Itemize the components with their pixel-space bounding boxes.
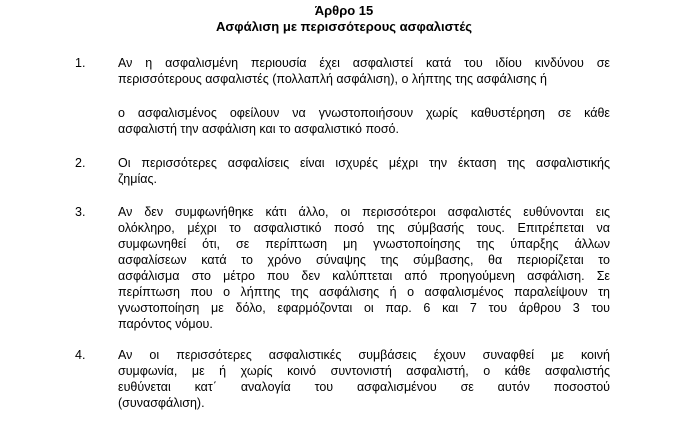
paragraph-text-line: παρόντος νόμου. [118, 317, 213, 331]
paragraph-number: 1. [75, 56, 86, 70]
paragraph-text-line: (συνασφάλιση). [118, 396, 205, 410]
paragraph-text-line: Αν η ασφαλισμένη περιουσία έχει ασφαλιστεί κατά του ιδίου κινδύνου σε [118, 56, 610, 70]
paragraph-text-line: ο ασφαλισμένος οφείλουν να γνωστοποιήσουν χωρίς καθυστέρηση σε κάθε [118, 106, 610, 120]
paragraph-text-line: ευθύνεται κατ΄ αναλογία του ασφαλισμένου σε αυτόν ποσοστού [118, 380, 610, 394]
article-title: Άρθρο 15 [314, 3, 374, 18]
paragraph-text-line: ασφαλιστή την ασφάλιση και το ασφαλιστικό ποσό. [118, 122, 399, 136]
paragraph-text-line: ζημίας. [118, 172, 157, 186]
paragraph-text-line: Αν οι περισσότερες ασφαλιστικές συμβάσεις έχουν συναφθεί με κοινή [118, 348, 610, 362]
paragraph-text-line: περίπτωση που ο λήπτης της ασφάλισης ή ο ασφαλισμένος παραλείψουν τη [118, 285, 610, 299]
paragraph-text-line: Αν δεν συμφωνήθηκε κάτι άλλο, οι περισσότεροι ασφαλιστές ευθύνονται εις [118, 205, 610, 219]
paragraph-text-line: ασφάλισμα στο μέτρο που δεν καλύπτεται από προηγούμενη ασφάλιση. Σε [118, 269, 610, 283]
paragraph-number: 3. [75, 205, 86, 219]
paragraph-number: 4. [75, 348, 86, 362]
paragraph-text-line: ολόκληρο, μέχρι το ασφαλιστικό ποσό της σύμβασής τους. Επιτρέπεται να [118, 221, 610, 235]
article-subtitle: Ασφάλιση με περισσότερους ασφαλιστές [216, 19, 472, 34]
paragraph-text-line: γνωστοποίηση με δόλο, εφαρμόζονται οι παρ. 6 και 7 του άρθρου 3 του [118, 301, 610, 315]
paragraph-number: 2. [75, 156, 86, 170]
paragraph-text-line: ασφαλίσεων κατά το χρόνο σύναψης της σύμβασης, θα περιορίζεται το [118, 253, 610, 267]
paragraph-text-line: Οι περισσότερες ασφαλίσεις είναι ισχυρές μέχρι την έκταση της ασφαλιστικής [118, 156, 610, 170]
paragraph-text-line: περισσότερους ασφαλιστές (πολλαπλή ασφάλιση), ο λήπτης της ασφάλισης ή [118, 72, 547, 86]
paragraph-text-line: συμφωνηθεί ότι, σε περίπτωση μη γνωστοποίησης της ύπαρξης άλλων [118, 237, 610, 251]
paragraph-text-line: συμφωνία, με ή χωρίς κοινό συντονιστή ασφαλιστή, ο κάθε ασφαλιστής [118, 364, 610, 378]
